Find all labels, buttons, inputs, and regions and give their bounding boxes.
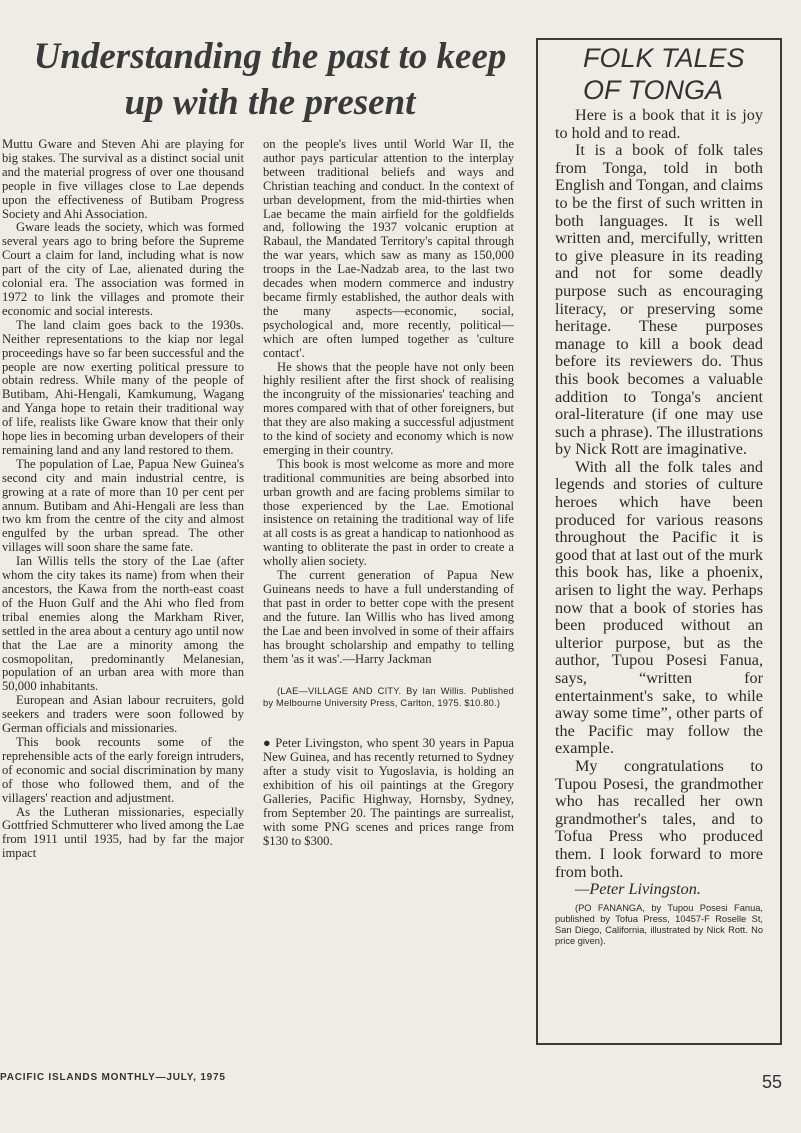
paragraph: Ian Willis tells the story of the Lae (after whom the city takes its name) from when their ancestors, the Kawa from the north-east coast of the Huon Gulf and the Ahi who fled from tribal enemies along the Markham River, settled in the area about a century ago until now that the Lae are a minority among the cosmopolitan, predominantly Melanesian, population of an urban area with more than 50,000 inhabitants. bbox=[2, 554, 244, 694]
paragraph: This book is most welcome as more and more traditional communities are being absorbed into urban growth and are facing problems similar to those experienced by the Lae. Emotional insistence on retaining the traditional way of life at all costs is as great a handicap to nationhood as wanting to obliterate the past in order to create a wholly alien society. bbox=[263, 456, 514, 569]
article-title: Understanding the past to keep up with the present bbox=[33, 36, 507, 123]
sidebar-text bbox=[555, 107, 763, 947]
book-reference: (PO FANANGA, by Tupou Posesi Fanua, published by Tofua Press, 10457-F Roselle St, San Diego, California, illustrated by Nick Rott. No price given). bbox=[555, 902, 763, 946]
sidebar-heading: FOLK TALES OF TONGA bbox=[583, 43, 745, 105]
paragraph: on the people's lives until World War II, the author pays particular attention to the interplay between traditional beliefs and ways and Christian teaching and conduct. In the context of urban development, from the mid-thirties when Lae became the main airfield for the goldfields and, following the 1937 volcanic eruption at Rabaul, the Mandated Territory's capital through the war years, which saw as many as 150,000 troops in the Lae-Nadzab area, to the last two decades when modern commerce and industry became firmly established, the author deals with the many aspects—economic, social, psychological and, more recently, political—which are often lumped together as 'culture contact'. bbox=[263, 137, 514, 360]
page-number: 55 bbox=[762, 1072, 783, 1092]
article-column-1 bbox=[2, 138, 244, 861]
paragraph: The current generation of Papua New Guineans needs to have a full understanding of that past in order to better cope with the present and the future. Ian Willis who has lived among the Lae and been involved in some of their affairs has brought scholarship and empathy to telling them 'as it was'.—Harry Jackman bbox=[263, 568, 514, 666]
paragraph: Gware leads the society, which was formed several years ago to bring before the Supreme Court a claim for land, including what is now part of the city of Lae, alienated during the colonial era. The association was formed in 1972 to link the villages and promote their economic and social interests. bbox=[2, 220, 244, 318]
paragraph: This book recounts some of the reprehensible acts of the early foreign intruders, of economic and social discrimination by many of those who followed them, and of the villagers' reaction and adjustment. bbox=[2, 734, 244, 805]
paragraph: The population of Lae, Papua New Guinea's second city and main industrial centre, is growing at a rate of more than 10 per cent per annum. Butibam and Ahi-Hengali are less than two km from the centre of the city and almost engulfed by the urban spread. The other villages will soon share the same fate. bbox=[2, 456, 244, 555]
paragraph: It is a book of folk tales from Tonga, told in both English and Tongan, and claims to be the first of such written in both languages. It is well written and, mercifully, written to give pleasure in its reading and not for some deadly purpose such as encouraging literacy, or preserving some heritage. These purposes manage to kill a book dead before its reviewers do. Thus this book becomes a valuable addition to Tonga's ancient oral-literature (if one may use such a phrase). The illustrations by Nick Rott are imaginative. bbox=[555, 141, 763, 459]
article-column-2 bbox=[263, 138, 514, 849]
signature: —Peter Livingston. bbox=[575, 880, 701, 899]
paragraph: Muttu Gware and Steven Ahi are playing for big stakes. The survival as a distinct social unit and the material progress of over one thousand people in five villages close to Lae depends upon the effectiveness of Butibam Progress Society and Ahi Association. bbox=[2, 137, 244, 221]
publication-footer: PACIFIC ISLANDS MONTHLY—JULY, 1975 bbox=[0, 1072, 226, 1083]
news-item: ● Peter Livingston, who spent 30 years in Papua New Guinea, and has recently returned to Sydney after a study visit to Yugoslavia, is holding an exhibition of his oil paintings at the Gregory Galleries, Pacific Highway, Hornsby, Sydney, from September 20. The paintings are surrealist, with some PNG scenes and prices range from $130 to $300. bbox=[263, 736, 514, 848]
paragraph: As the Lutheran missionaries, especially Gottfried Schmutterer who lived among the Lae from 1911 until 1935, had by far the major impact bbox=[2, 804, 245, 861]
paragraph: European and Asian labour recruiters, gold seekers and traders were soon followed by German officials and missionaries. bbox=[2, 693, 244, 736]
paragraph: He shows that the people have not only been highly resilient after the first shock of realising the incongruity of the missionaries' teaching and mores compared with that of other foreigners, but that they are also making a successful adjustment to the kind of society and economy which is now emerging in their country. bbox=[263, 359, 514, 457]
paragraph: Here is a book that it is joy to hold and to read. bbox=[555, 106, 763, 142]
paragraph: With all the folk tales and legends and stories of culture heroes which have been produced for various reasons throughout the Pacific it is good that at last out of the murk this book has, like a phoenix, arisen to light the way. Perhaps now that a book of stories has been produced without an ulterior purpose, but as the author, Tupou Posesi Fanua, says, “written for entertainment's sake, to while away some time”, other parts of the Pacific may follow the example. bbox=[555, 457, 763, 758]
book-reference: (LAE—VILLAGE AND CITY. By Ian Willis. Published by Melbourne University Press, Carlton, 1975. $10.80.) bbox=[263, 686, 514, 708]
paragraph: The land claim goes back to the 1930s. Neither representations to the kiap nor legal proceedings have so far been successful and the people are now exerting political pressure to obtain redress. While many of the people of Butibam, Ahi-Hengali, Kamkumung, Wagang and Yanga hope to retain their traditional way of life, realists like Gware know that their only hope lies in becoming urban developers of their remaining land and any land restored to them. bbox=[2, 317, 244, 457]
paragraph: My congratulations to Tupou Posesi, the grandmother who has recalled her own grandmother's tales, and to Tofua Press who produced them. I look forward to more from both. bbox=[555, 756, 763, 881]
